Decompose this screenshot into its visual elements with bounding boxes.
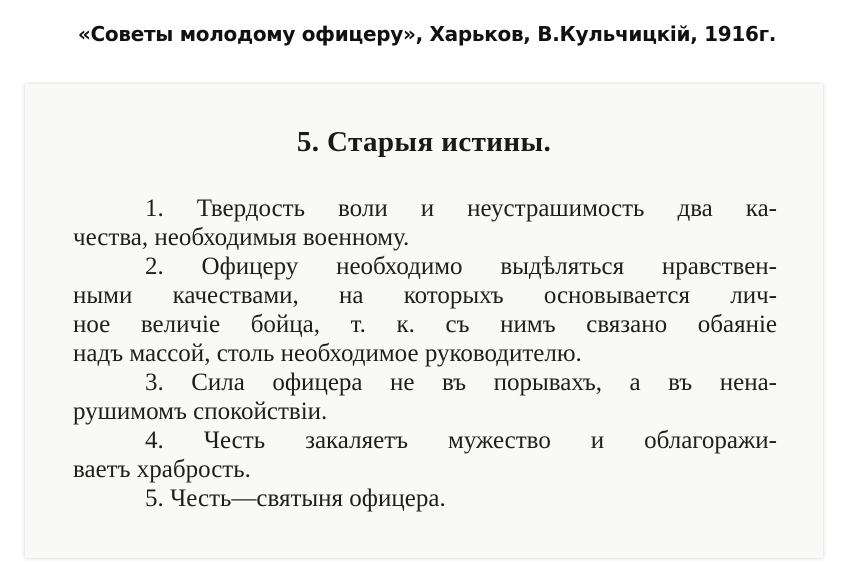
text-line: 5. Честь—святыня офицера. [145,485,446,512]
text-line: чества, необходимыя военному. [73,224,410,251]
body-text [73,194,777,513]
scanned-page [25,84,823,558]
text-line: 1. Твердость воли и неустрашимость два ка- [145,195,777,222]
text-line: ное величiе бойца, т. к. съ нимъ связано обаянiе [73,311,777,338]
section-title: 5. Старыя истины. [296,126,552,158]
header-caption: «Советы молодому офицеру», Харьков, В.Кульчицкій, 1916г. [77,22,777,46]
text-line: рушимомъ спокойствiи. [73,398,328,425]
text-line: ваетъ храбрость. [73,456,251,483]
text-line: надъ массой, столь необходимое руководителю. [73,340,582,367]
text-line: 3. Сила офицера не въ порывахъ, а въ нена- [145,369,777,396]
text-line: 4. Честь закаляетъ мужество и облагоражи- [145,427,777,454]
text-line: ными качествами, на которыхъ основывается лич- [73,282,777,309]
text-line: 2. Офицеру необходимо выдѣляться нравствен- [145,253,777,280]
